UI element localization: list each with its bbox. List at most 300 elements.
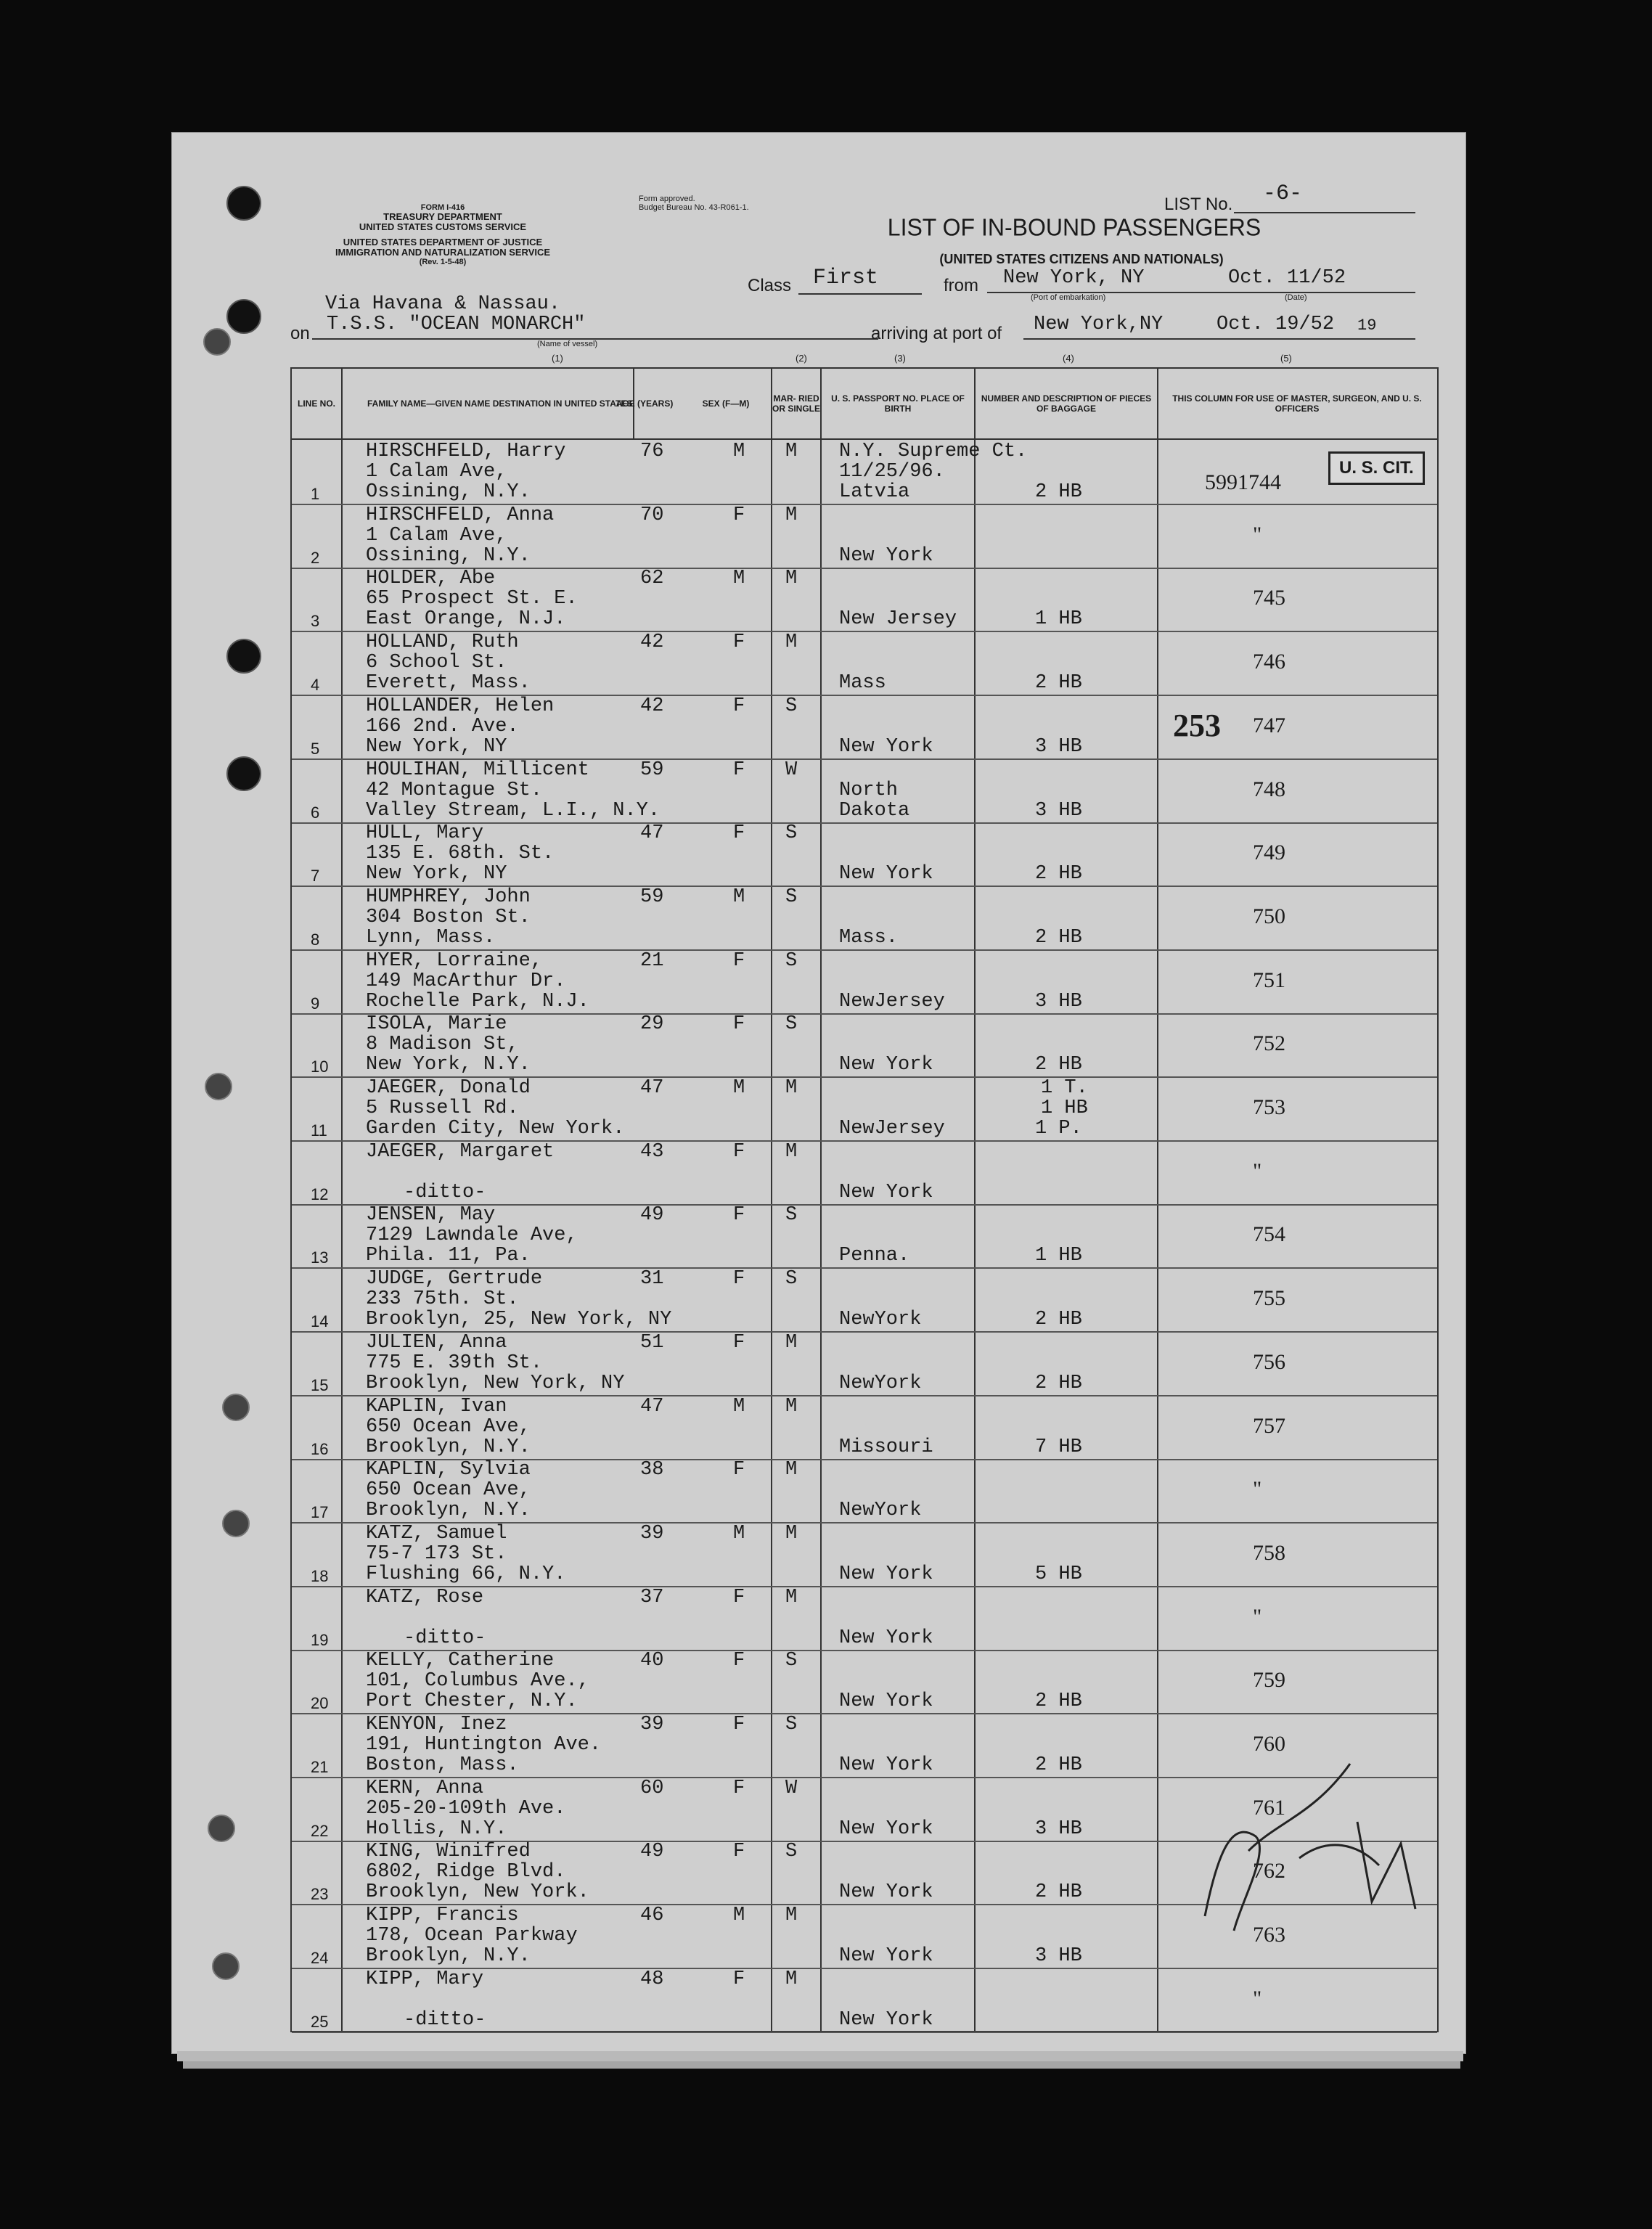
address-line-1: 650 Ocean Ave, xyxy=(366,1415,531,1438)
address-line-2: New York, N.Y. xyxy=(366,1054,531,1076)
baggage-pieces: 5 HB xyxy=(1035,1563,1082,1585)
place-of-birth: New York xyxy=(839,1754,933,1776)
binder-hole xyxy=(222,1394,250,1421)
passenger-name: HOULIHAN, Millicent xyxy=(366,758,589,781)
col-header-age: AGE (YEARS) xyxy=(616,398,674,409)
line-number: 17 xyxy=(311,1503,329,1522)
address-line-2: Brooklyn, 25, New York, NY xyxy=(366,1309,672,1331)
col-number-3: (3) xyxy=(894,353,906,364)
officer-number: " xyxy=(1253,1477,1262,1502)
marital-status: W xyxy=(785,1777,798,1799)
line-number: 7 xyxy=(311,867,320,886)
address-line-1: 8 Madison St, xyxy=(366,1034,519,1056)
passenger-name: ISOLA, Marie xyxy=(366,1013,507,1036)
marital-status: M xyxy=(785,504,798,526)
list-no-value: -6- xyxy=(1263,181,1303,206)
address-line-1: 135 E. 68th. St. xyxy=(366,843,555,865)
passenger-name: KIPP, Francis xyxy=(366,1905,519,1927)
age: 21 xyxy=(640,949,664,972)
address-line-2: Brooklyn, New York. xyxy=(366,1881,589,1904)
line-number: 13 xyxy=(311,1248,329,1267)
col-header-passport: U. S. PASSPORT NO. PLACE OF BIRTH xyxy=(822,369,976,438)
address-line-1: 191, Huntington Ave. xyxy=(366,1734,602,1756)
officer-number: 751 xyxy=(1253,968,1285,992)
list-title: LIST OF IN-BOUND PASSENGERS xyxy=(887,213,1262,241)
baggage-pieces: 2 HB xyxy=(1035,1372,1082,1394)
passenger-name: HOLLANDER, Helen xyxy=(366,695,555,717)
place-of-birth: New York xyxy=(839,1181,933,1203)
passenger-name: KELLY, Catherine xyxy=(366,1650,555,1672)
place-of-birth: New York xyxy=(839,735,933,758)
marital-status: S xyxy=(785,1650,798,1672)
age: 47 xyxy=(640,1077,664,1099)
officer-number: 758 xyxy=(1253,1540,1285,1565)
marital-status: S xyxy=(785,1013,798,1036)
binder-hole xyxy=(208,1815,235,1842)
passenger-name: JENSEN, May xyxy=(366,1204,496,1227)
baggage-pieces: 3 HB xyxy=(1035,1817,1082,1840)
passenger-name: HIRSCHFELD, Anna xyxy=(366,504,555,526)
col-header-sex: SEX (F—M) xyxy=(681,369,772,438)
passenger-name: KENYON, Inez xyxy=(366,1714,507,1735)
date-note: (Date) xyxy=(1285,293,1307,302)
address-line-2: New York, NY xyxy=(366,735,507,758)
vessel-note: (Name of vessel) xyxy=(537,340,598,348)
agency-header xyxy=(312,203,573,266)
passenger-name: KAPLIN, Sylvia xyxy=(366,1459,531,1481)
table-row xyxy=(292,822,1437,887)
passport-line-2: 11/25/96. xyxy=(839,461,945,483)
line-number: 15 xyxy=(311,1375,329,1394)
officer-number: " xyxy=(1253,1604,1262,1629)
baggage-pieces: 3 HB xyxy=(1035,990,1082,1013)
passenger-name: KATZ, Rose xyxy=(366,1586,484,1608)
baggage-pieces: 3 HB xyxy=(1035,1945,1082,1968)
form-approved: Form approved. xyxy=(639,195,695,203)
place-of-birth: New York xyxy=(839,1690,933,1713)
marital-status: M xyxy=(785,1459,798,1481)
officer-number: 746 xyxy=(1253,650,1285,674)
officer-number: " xyxy=(1253,1986,1262,2011)
binder-hole xyxy=(203,328,231,356)
place-of-birth: New York xyxy=(839,544,933,567)
route-via: Via Havana & Nassau. xyxy=(325,293,561,315)
baggage-line-1: 1 T. xyxy=(1041,1077,1088,1099)
address-line-2: Brooklyn, N.Y. xyxy=(366,1436,531,1458)
officer-number: 754 xyxy=(1253,1222,1285,1247)
baggage-pieces: 2 HB xyxy=(1035,1881,1082,1904)
line-number: 3 xyxy=(311,612,320,631)
place-of-birth: Mass. xyxy=(839,926,899,949)
address-line-2: Port Chester, N.Y. xyxy=(366,1690,578,1713)
address-line-1: 205-20-109th Ave. xyxy=(366,1797,566,1820)
from-label: from xyxy=(944,276,978,295)
line-number: 2 xyxy=(311,548,320,567)
age: 37 xyxy=(640,1586,664,1608)
address-line-2: Rochelle Park, N.J. xyxy=(366,990,589,1013)
justice-dept: UNITED STATES DEPARTMENT OF JUSTICE xyxy=(343,236,543,248)
table-row xyxy=(292,695,1437,760)
col-number-5: (5) xyxy=(1280,353,1292,364)
baggage-pieces: 2 HB xyxy=(1035,1754,1082,1776)
marital-status: S xyxy=(785,822,798,845)
address-line-1: 75-7 173 St. xyxy=(366,1542,507,1565)
baggage-pieces: 2 HB xyxy=(1035,863,1082,886)
customs-service: UNITED STATES CUSTOMS SERVICE xyxy=(359,221,527,233)
address-line-2: New York, NY xyxy=(366,863,507,886)
place-of-birth: New York xyxy=(839,1945,933,1968)
table-row xyxy=(292,949,1437,1015)
table-row xyxy=(292,758,1437,824)
line-number: 20 xyxy=(311,1694,329,1713)
place-of-birth: New York xyxy=(839,1881,933,1904)
sex: F xyxy=(733,1841,745,1863)
binder-hole xyxy=(205,1073,232,1100)
line-number: 6 xyxy=(311,803,320,822)
sex: F xyxy=(733,1013,745,1036)
place-of-birth: New York xyxy=(839,1563,933,1585)
sex: F xyxy=(733,504,745,526)
age: 42 xyxy=(640,695,664,717)
address-line-1: 7129 Lawndale Ave, xyxy=(366,1224,578,1247)
officer-number: 748 xyxy=(1253,777,1285,801)
address-line-2: Ossining, N.Y. xyxy=(366,481,531,503)
sex: F xyxy=(733,1586,745,1608)
age: 31 xyxy=(640,1268,664,1291)
list-subtitle: (UNITED STATES CITIZENS AND NATIONALS) xyxy=(939,252,1224,266)
line-number: 22 xyxy=(311,1821,329,1840)
address-line-1: 42 Montague St. xyxy=(366,779,543,801)
line-number: 5 xyxy=(311,739,320,758)
age: 49 xyxy=(640,1204,664,1227)
officer-number: " xyxy=(1253,1158,1262,1183)
baggage-pieces: 2 HB xyxy=(1035,481,1082,503)
line-number: 18 xyxy=(311,1566,329,1585)
col-header-married: MAR- RIED OR SINGLE xyxy=(772,369,822,438)
passenger-name: HOLLAND, Ruth xyxy=(366,631,519,654)
officer-number: 756 xyxy=(1253,1349,1285,1374)
place-of-birth: NewJersey xyxy=(839,990,945,1013)
table-row xyxy=(292,1458,1437,1524)
vessel-name: T.S.S. "OCEAN MONARCH" xyxy=(327,314,586,335)
table-row xyxy=(292,567,1437,632)
officer-number: 759 xyxy=(1253,1668,1285,1693)
table-row xyxy=(292,1331,1437,1396)
list-no-label: LIST No. xyxy=(1164,195,1233,214)
sex: M xyxy=(733,1905,745,1927)
line-number: 24 xyxy=(311,1949,329,1968)
marital-status: M xyxy=(785,1522,798,1545)
class-label: Class xyxy=(748,276,792,295)
marital-status: S xyxy=(785,1841,798,1863)
line-number: 16 xyxy=(311,1439,329,1458)
marital-status: M xyxy=(785,1395,798,1418)
sex: F xyxy=(733,1459,745,1481)
address-line-1: 6802, Ridge Blvd. xyxy=(366,1861,566,1884)
inspector-signature xyxy=(1190,1732,1437,1952)
officer-number: 757 xyxy=(1253,1413,1285,1438)
officer-number: 761 xyxy=(1253,1795,1285,1820)
marital-status: W xyxy=(785,758,798,781)
age: 40 xyxy=(640,1650,664,1672)
age: 48 xyxy=(640,1968,664,1990)
line-number: 10 xyxy=(311,1058,329,1076)
address-line-2: Ossining, N.Y. xyxy=(366,544,531,567)
address-line-1: 1 Calam Ave, xyxy=(366,524,507,547)
table-row xyxy=(292,1968,1437,2033)
line-number: 12 xyxy=(311,1185,329,1203)
officer-number: 749 xyxy=(1253,841,1285,865)
age: 60 xyxy=(640,1777,664,1799)
binder-hole xyxy=(222,1510,250,1537)
address-line-1: 65 Prospect St. E. xyxy=(366,588,578,610)
line-number: 8 xyxy=(311,930,320,949)
age: 46 xyxy=(640,1905,664,1927)
officer-number: " xyxy=(1253,522,1262,547)
passenger-name: JULIEN, Anna xyxy=(366,1331,507,1354)
place-of-birth: NewYork xyxy=(839,1309,922,1331)
passenger-name: HUMPHREY, John xyxy=(366,886,531,908)
line-number: 11 xyxy=(311,1121,327,1140)
place-of-birth: New York xyxy=(839,863,933,886)
place-of-birth: Mass xyxy=(839,672,886,695)
page-stack-edge xyxy=(177,2051,1463,2061)
line-number: 25 xyxy=(311,2012,329,2031)
sex: F xyxy=(733,1204,745,1227)
binder-hole xyxy=(226,639,261,674)
passenger-name: HYER, Lorraine, xyxy=(366,949,543,972)
address-line-1: 1 Calam Ave, xyxy=(366,461,507,483)
passenger-name: JAEGER, Margaret xyxy=(366,1140,555,1163)
col-header-officers: THIS COLUMN FOR USE OF MASTER, SURGEON, AND U. S. OFFICERS xyxy=(1172,393,1422,414)
sex: M xyxy=(733,886,745,908)
marital-status: M xyxy=(785,568,798,590)
marital-status: M xyxy=(785,1586,798,1608)
address-line-1: 650 Ocean Ave, xyxy=(366,1479,531,1502)
sex: M xyxy=(733,1522,745,1545)
marital-status: S xyxy=(785,1714,798,1735)
address-line-1: 304 Boston St. xyxy=(366,906,531,928)
line-number: 9 xyxy=(311,994,320,1013)
address-line-2: Brooklyn, N.Y. xyxy=(366,1500,531,1522)
col-number-1: (1) xyxy=(552,353,563,364)
sex: M xyxy=(733,441,745,462)
place-of-birth: Penna. xyxy=(839,1245,910,1267)
passenger-name: JUDGE, Gertrude xyxy=(366,1268,543,1291)
sex: F xyxy=(733,1650,745,1672)
officer-number: 747 xyxy=(1253,713,1285,737)
class-value: First xyxy=(813,266,879,290)
marital-status: M xyxy=(785,1331,798,1354)
age: 39 xyxy=(640,1714,664,1735)
place-of-birth: Dakota xyxy=(839,799,910,822)
sex: F xyxy=(733,949,745,972)
stamp-number: 253 xyxy=(1173,708,1221,743)
address-line-2: -ditto- xyxy=(404,1627,486,1649)
table-row xyxy=(292,886,1437,951)
age: 59 xyxy=(640,886,664,908)
page-stack-edge xyxy=(183,2061,1460,2069)
year-suffix: 19 xyxy=(1357,316,1377,335)
baggage-pieces: 7 HB xyxy=(1035,1436,1082,1458)
baggage-pieces: 2 HB xyxy=(1035,1309,1082,1331)
ins-service: IMMIGRATION AND NATURALIZATION SERVICE xyxy=(335,246,551,258)
marital-status: M xyxy=(785,631,798,654)
col-header-line: LINE NO. xyxy=(292,369,343,438)
table-row xyxy=(292,1586,1437,1651)
address-line-2: Garden City, New York. xyxy=(366,1118,625,1140)
col-number-2: (2) xyxy=(796,353,807,364)
address-line-2: Lynn, Mass. xyxy=(366,926,496,949)
table-row xyxy=(292,1267,1437,1333)
table-row xyxy=(292,1013,1437,1078)
binder-hole xyxy=(226,186,261,221)
officer-number: 752 xyxy=(1253,1031,1285,1056)
place-of-birth: Latvia xyxy=(839,481,910,503)
baggage-pieces: 2 HB xyxy=(1035,672,1082,695)
line-number: 4 xyxy=(311,676,320,695)
table-row xyxy=(292,504,1437,569)
address-line-2: Valley Stream, L.I., N.Y. xyxy=(366,799,661,822)
revision: (Rev. 1-5-48) xyxy=(419,258,467,267)
on-label: on xyxy=(290,324,310,343)
marital-status: S xyxy=(785,886,798,908)
place-of-birth: NewYork xyxy=(839,1372,922,1394)
col-header-baggage: NUMBER AND DESCRIPTION OF PIECES OF BAGGAGE xyxy=(976,369,1158,438)
sex: F xyxy=(733,695,745,717)
list-no-underline xyxy=(1234,212,1415,213)
age: 29 xyxy=(640,1013,664,1036)
age: 43 xyxy=(640,1140,664,1163)
budget-block xyxy=(639,195,856,212)
passenger-name: KIPP, Mary xyxy=(366,1968,484,1990)
treasury-dept: TREASURY DEPARTMENT xyxy=(383,211,502,223)
sex: M xyxy=(733,1077,745,1099)
age: 59 xyxy=(640,758,664,781)
address-line-2: Brooklyn, New York, NY xyxy=(366,1372,625,1394)
place-of-birth: New York xyxy=(839,2008,933,2031)
baggage-pieces: 3 HB xyxy=(1035,735,1082,758)
officer-number: 760 xyxy=(1253,1732,1285,1756)
marital-status: S xyxy=(785,695,798,717)
table-row xyxy=(292,1076,1437,1142)
officer-number: 745 xyxy=(1253,586,1285,610)
baggage-pieces: 1 HB xyxy=(1035,608,1082,631)
address-line-1: 101, Columbus Ave., xyxy=(366,1670,589,1693)
baggage-pieces: 2 HB xyxy=(1035,926,1082,949)
address-line-1: 166 2nd. Ave. xyxy=(366,715,519,737)
form-number: FORM I-416 xyxy=(420,203,465,212)
address-line-2: Boston, Mass. xyxy=(366,1754,519,1776)
address-line-2: Flushing 66, N.Y. xyxy=(366,1563,566,1585)
marital-status: M xyxy=(785,1140,798,1163)
sex: F xyxy=(733,1714,745,1735)
table-row xyxy=(292,440,1437,505)
arrival-date: Oct. 19/52 xyxy=(1216,314,1335,335)
officer-number: 5991744 xyxy=(1205,470,1281,494)
binder-hole xyxy=(212,1952,240,1980)
table-row xyxy=(292,1522,1437,1587)
line-number: 1 xyxy=(311,485,320,503)
address-line-2: Hollis, N.Y. xyxy=(366,1817,507,1840)
address-line-1: 149 MacArthur Dr. xyxy=(366,970,566,992)
passenger-name: KING, Winifred xyxy=(366,1841,531,1863)
age: 47 xyxy=(640,822,664,845)
age: 76 xyxy=(640,441,664,462)
baggage-line-2: 1 HB xyxy=(1041,1097,1088,1119)
passenger-name: KATZ, Samuel xyxy=(366,1522,507,1545)
age: 62 xyxy=(640,568,664,590)
line-number: 23 xyxy=(311,1885,329,1904)
passenger-name: HIRSCHFELD, Harry xyxy=(366,441,566,462)
address-line-1: 5 Russell Rd. xyxy=(366,1097,519,1119)
col-number-4: (4) xyxy=(1063,353,1074,364)
officer-number: 750 xyxy=(1253,904,1285,928)
sex: M xyxy=(733,568,745,590)
officer-number: 763 xyxy=(1253,1923,1285,1947)
sex: F xyxy=(733,1331,745,1354)
departure-date: Oct. 11/52 xyxy=(1228,267,1346,289)
col-header-name: FAMILY NAME—GIVEN NAME DESTINATION IN UNITED STATES xyxy=(343,369,634,438)
binder-hole xyxy=(226,299,261,334)
address-line-1: 6 School St. xyxy=(366,652,507,674)
table-row xyxy=(292,1140,1437,1206)
age: 51 xyxy=(640,1331,664,1354)
line-number: 21 xyxy=(311,1758,329,1776)
sex: F xyxy=(733,1968,745,1990)
baggage-pieces: 1 HB xyxy=(1035,1245,1082,1267)
passenger-name: HOLDER, Abe xyxy=(366,568,496,590)
passenger-name: KERN, Anna xyxy=(366,1777,484,1799)
sex: F xyxy=(733,1140,745,1163)
line-number: 19 xyxy=(311,1630,329,1649)
sex: F xyxy=(733,1777,745,1799)
marital-status: M xyxy=(785,1905,798,1927)
address-line-2: East Orange, N.J. xyxy=(366,608,566,631)
place-of-birth: New York xyxy=(839,1054,933,1076)
baggage-pieces: 3 HB xyxy=(1035,799,1082,822)
port-embark-note: (Port of embarkation) xyxy=(1031,293,1106,302)
sex: M xyxy=(733,1395,745,1418)
place-of-birth: New York xyxy=(839,1627,933,1649)
sex: F xyxy=(733,758,745,781)
marital-status: S xyxy=(785,1204,798,1227)
us-citizen-stamp: U. S. CIT. xyxy=(1328,451,1425,485)
address-line-2: -ditto- xyxy=(404,1181,486,1203)
marital-status: M xyxy=(785,441,798,462)
binder-hole xyxy=(226,756,261,791)
officer-number: 762 xyxy=(1253,1859,1285,1884)
passport-line-2: North xyxy=(839,779,899,801)
passenger-name: HULL, Mary xyxy=(366,822,484,845)
age: 70 xyxy=(640,504,664,526)
age: 38 xyxy=(640,1459,664,1481)
budget-bureau: Budget Bureau No. 43-R061-1. xyxy=(639,203,749,213)
marital-status: S xyxy=(785,1268,798,1291)
address-line-1: 178, Ocean Parkway xyxy=(366,1925,578,1947)
table-row xyxy=(292,631,1437,696)
passenger-name: JAEGER, Donald xyxy=(366,1077,531,1099)
sex: F xyxy=(733,1268,745,1291)
from-value: New York, NY xyxy=(1003,267,1145,289)
baggage-pieces: 2 HB xyxy=(1035,1690,1082,1713)
marital-status: M xyxy=(785,1968,798,1990)
place-of-birth: New York xyxy=(839,1817,933,1840)
address-line-2: Phila. 11, Pa. xyxy=(366,1245,531,1267)
place-of-birth: NewYork xyxy=(839,1500,922,1522)
passenger-name: KAPLIN, Ivan xyxy=(366,1395,507,1418)
arriving-label: arriving at port of xyxy=(871,324,1002,343)
